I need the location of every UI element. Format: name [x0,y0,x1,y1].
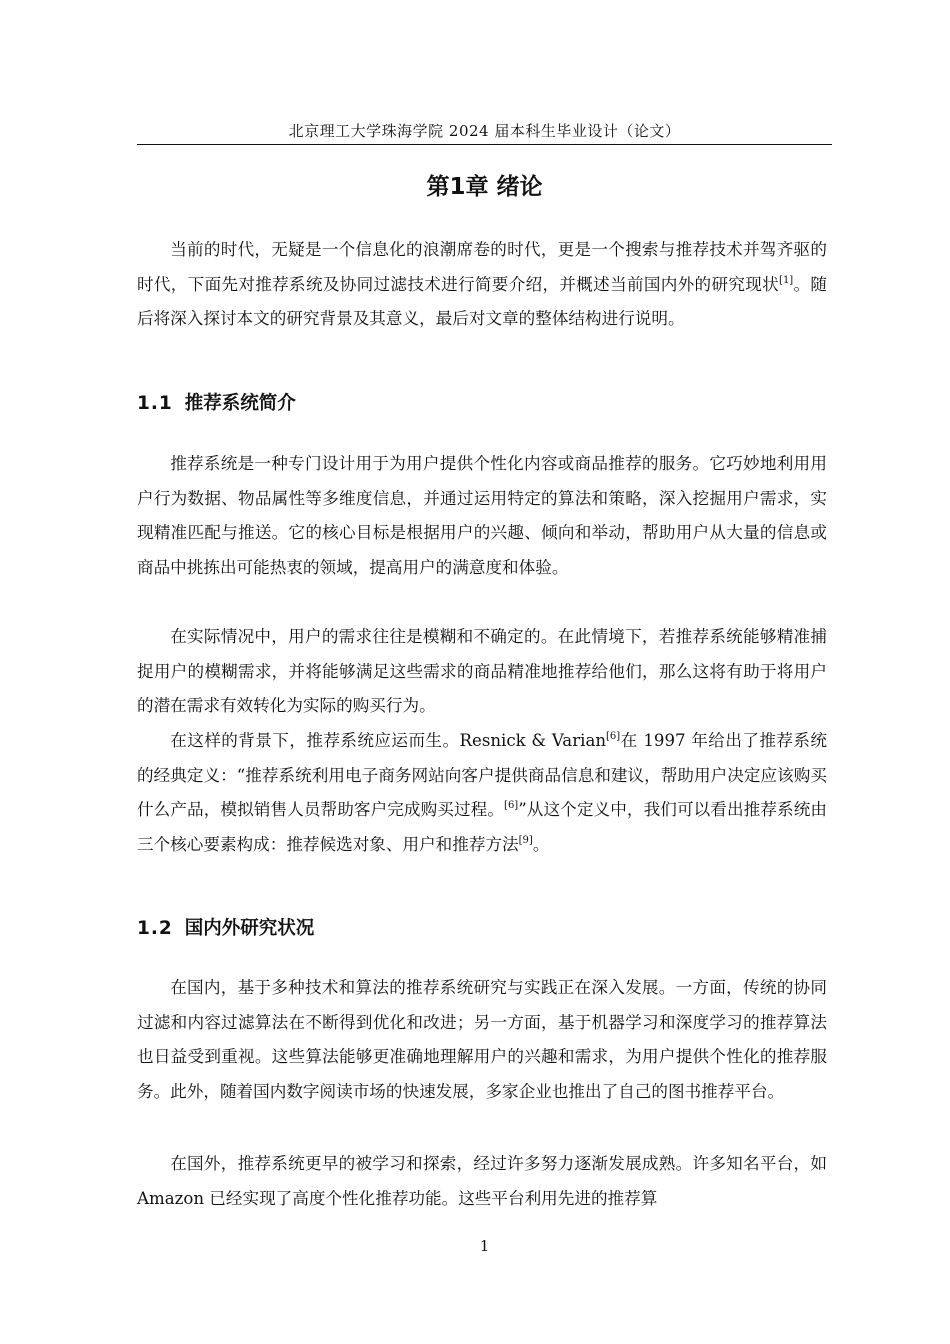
section-1-1-paragraph-1: 推荐系统是一种专门设计用于为用户提供个性化内容或商品推荐的服务。它巧妙地利用用户行为数据、物品属性等多维度信息，并通过运用特定的算法和策略，深入挖掘用户需求，实现精准匹配与推送。它的核心目标是根据用户的兴趣、倾向和举动，帮助用户从大量的信息或商品中挑拣出可能热衷的领域，提高用户的满意度和体验。 [137,454,827,577]
citation-ref: [6] [606,731,621,742]
section-number: 1.1 [137,393,173,414]
section-1-2-paragraph-1: 在国内，基于多种技术和算法的推荐系统研究与实践正在深入发展。一方面，传统的协同过滤和内容过滤算法在不断得到优化和改进；另一方面，基于机器学习和深度学习的推荐算法也日益受到重视。这些算法能够更准确地理解用户的兴趣和需求，为用户提供个性化的推荐服务。此外，随着国内数字阅读市场的快速发展，多家企业也推出了自己的图书推荐平台。 [137,978,827,1101]
section-title-text: 国内外研究状况 [184,918,315,939]
citation-ref: [1] [779,274,794,286]
section-title-text: 推荐系统简介 [184,393,296,414]
paragraph-text: 在这样的背景下，推荐系统应运而生。Resnick & Varian [170,731,607,750]
citation-ref: [9] [518,834,533,846]
header-rule [137,144,832,145]
paragraph-text: 在 1997 年给出了推荐系统的经典定义：“推荐系统利用电子商务网站向客户提供商品信息和建议，帮助用户决定应该购买什么产品，模拟销售人员帮助客户完成购买过程。 [137,731,828,819]
section-heading-1-1 [137,389,832,419]
intro-text-a: 当前的时代，无疑是一个信息化的浪潮席卷的时代，更是一个搜索与推荐技术并驾齐驱的时代，下面先对推荐系统及协同过滤技术进行简要介绍，并概述当前国内外的研究现状 [137,240,827,294]
chapter-title: 第1章 绪论 [426,174,543,200]
section-heading-1-2 [137,914,832,944]
paragraph-text: 。 [532,834,550,854]
section-1-2-paragraph-2: 在国外，推荐系统更早的被学习和探索，经过许多努力逐渐发展成熟。许多知名平台，如 Amazon 已经实现了高度个性化推荐功能。这些平台利用先进的推荐算 [137,1154,827,1208]
paragraph-text: ”从这个定义中，我们可以看出推荐系统由三个核心要素构成：推荐候选对象、用户和推荐方法 [137,800,828,854]
intro-paragraph [137,233,827,337]
intro-text-b: 。随后将深入探讨本文的研究背景及其意义，最后对文章的整体结构进行说明。 [137,274,828,328]
page-number: 1 [479,1237,490,1255]
citation-ref: [6] [504,800,519,811]
section-number: 1.2 [137,918,173,939]
section-1-1-paragraph-3 [137,724,827,862]
running-header: 北京理工大学珠海学院 2024 届本科生毕业设计（论文） [288,122,681,140]
section-1-1-paragraph-2: 在实际情况中，用户的需求往往是模糊和不确定的。在此情境下，若推荐系统能够精准捕捉用户的模糊需求，并将能够满足这些需求的商品精准地推荐给他们，那么这将有助于将用户的潜在需求有效转化为实际的购买行为。 [137,627,827,715]
